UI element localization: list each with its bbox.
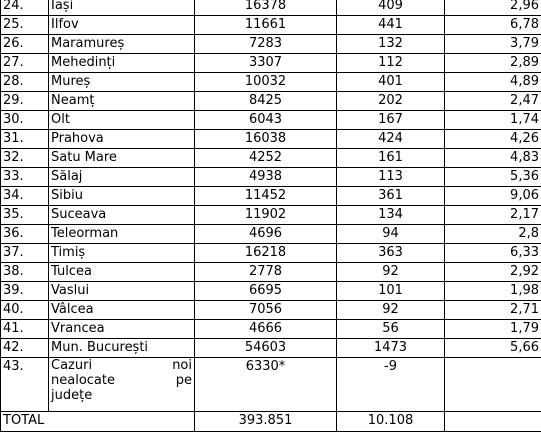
row-number: 41.	[1, 320, 49, 339]
row-number: 39.	[1, 282, 49, 301]
county-name: Mureș	[49, 73, 195, 92]
table-row	[1, 54, 541, 73]
table-row	[1, 301, 541, 320]
cases-cell: 7283	[195, 35, 337, 54]
rate-cell: 2,92	[445, 263, 541, 282]
deaths-cell: 94	[337, 225, 445, 244]
row-number: 38.	[1, 263, 49, 282]
rate-cell: 6,78	[445, 16, 541, 35]
county-name: Satu Mare	[49, 149, 195, 168]
table-row	[1, 149, 541, 168]
rate-cell: 4,26	[445, 130, 541, 149]
row-number: 27.	[1, 54, 49, 73]
deaths-cell: 161	[337, 149, 445, 168]
rate-cell	[445, 358, 541, 412]
table-row-total	[1, 412, 541, 432]
cases-cell: 2778	[195, 263, 337, 282]
table-row	[1, 92, 541, 111]
table-row	[1, 263, 541, 282]
row-number: 43.	[1, 358, 49, 412]
cases-cell: 7056	[195, 301, 337, 320]
deaths-cell: 113	[337, 168, 445, 187]
cases-cell: 16038	[195, 130, 337, 149]
county-name: Suceava	[49, 206, 195, 225]
unallocated-label-line-2: nealocate pe	[51, 373, 192, 388]
county-name: Timiș	[49, 244, 195, 263]
cases-cell: 16378	[195, 0, 337, 16]
cases-cell: 6043	[195, 111, 337, 130]
deaths-cell: 92	[337, 263, 445, 282]
county-name: Mun. București	[49, 339, 195, 358]
row-number: 37.	[1, 244, 49, 263]
row-number: 26.	[1, 35, 49, 54]
rate-cell: 3,79	[445, 35, 541, 54]
deaths-cell: 112	[337, 54, 445, 73]
county-name: Vaslui	[49, 282, 195, 301]
table-row	[1, 187, 541, 206]
county-name: Vrancea	[49, 320, 195, 339]
cases-cell: 4696	[195, 225, 337, 244]
cases-cell: 11452	[195, 187, 337, 206]
rate-cell: 1,79	[445, 320, 541, 339]
deaths-cell: 167	[337, 111, 445, 130]
rate-cell: 1,98	[445, 282, 541, 301]
row-number: 28.	[1, 73, 49, 92]
deaths-cell: 401	[337, 73, 445, 92]
rate-cell: 2,17	[445, 206, 541, 225]
cases-cell: 11661	[195, 16, 337, 35]
county-name: Maramureș	[49, 35, 195, 54]
rate-cell: 1,74	[445, 111, 541, 130]
row-number: 35.	[1, 206, 49, 225]
county-name: Ilfov	[49, 16, 195, 35]
cases-cell: 10032	[195, 73, 337, 92]
cases-cell: 16218	[195, 244, 337, 263]
deaths-cell: -9	[337, 358, 445, 412]
deaths-cell: 202	[337, 92, 445, 111]
table-row	[1, 282, 541, 301]
county-name: Tulcea	[49, 263, 195, 282]
table-row	[1, 225, 541, 244]
cases-cell: 4938	[195, 168, 337, 187]
rate-cell: 6,33	[445, 244, 541, 263]
row-number: 36.	[1, 225, 49, 244]
deaths-cell: 1473	[337, 339, 445, 358]
cases-cell: 6330*	[195, 358, 337, 412]
deaths-cell: 424	[337, 130, 445, 149]
county-name: Mehedinți	[49, 54, 195, 73]
total-deaths: 10.108	[337, 412, 445, 432]
county-name: Iași	[49, 0, 195, 16]
county-name-unallocated	[49, 358, 195, 412]
cases-cell: 6695	[195, 282, 337, 301]
table-row	[1, 320, 541, 339]
row-number: 29.	[1, 92, 49, 111]
row-number: 31.	[1, 130, 49, 149]
deaths-cell: 132	[337, 35, 445, 54]
rate-cell: 5,36	[445, 168, 541, 187]
deaths-cell: 56	[337, 320, 445, 339]
table-row	[1, 206, 541, 225]
table-row-unallocated	[1, 358, 541, 412]
rate-cell: 2,89	[445, 54, 541, 73]
rate-cell: 2,8	[445, 225, 541, 244]
total-rate	[445, 412, 541, 432]
rate-cell: 9,06	[445, 187, 541, 206]
cases-cell: 8425	[195, 92, 337, 111]
deaths-cell: 361	[337, 187, 445, 206]
rate-cell: 2,47	[445, 92, 541, 111]
row-number: 42.	[1, 339, 49, 358]
county-name: Teleorman	[49, 225, 195, 244]
row-number: 34.	[1, 187, 49, 206]
row-number: 24.	[1, 0, 49, 16]
table-row	[1, 111, 541, 130]
table-row	[1, 130, 541, 149]
row-number: 33.	[1, 168, 49, 187]
county-name: Sibiu	[49, 187, 195, 206]
county-name: Prahova	[49, 130, 195, 149]
deaths-cell: 134	[337, 206, 445, 225]
cases-cell: 4666	[195, 320, 337, 339]
total-label: TOTAL	[1, 412, 195, 432]
cases-cell: 4252	[195, 149, 337, 168]
deaths-cell: 363	[337, 244, 445, 263]
rate-cell: 2,96	[445, 0, 541, 16]
total-cases: 393.851	[195, 412, 337, 432]
deaths-cell: 101	[337, 282, 445, 301]
table-row	[1, 244, 541, 263]
row-number: 32.	[1, 149, 49, 168]
rate-cell: 4,89	[445, 73, 541, 92]
deaths-cell: 92	[337, 301, 445, 320]
deaths-cell: 409	[337, 0, 445, 16]
row-number: 30.	[1, 111, 49, 130]
unallocated-label-line-3: județe	[51, 388, 93, 403]
table-row	[1, 339, 541, 358]
row-number: 40.	[1, 301, 49, 320]
rate-cell: 2,71	[445, 301, 541, 320]
table-row	[1, 35, 541, 54]
table-row	[1, 0, 541, 16]
cases-cell: 3307	[195, 54, 337, 73]
table-body	[1, 0, 541, 432]
rate-cell: 5,66	[445, 339, 541, 358]
rate-cell: 4,83	[445, 149, 541, 168]
table-row	[1, 73, 541, 92]
deaths-cell: 441	[337, 16, 445, 35]
county-name: Neamț	[49, 92, 195, 111]
row-number: 25.	[1, 16, 49, 35]
table-row	[1, 16, 541, 35]
cases-cell: 54603	[195, 339, 337, 358]
county-name: Vâlcea	[49, 301, 195, 320]
county-name: Sălaj	[49, 168, 195, 187]
table-row	[1, 168, 541, 187]
cases-cell: 11902	[195, 206, 337, 225]
unallocated-label-line-1: Cazuri noi	[51, 358, 192, 373]
county-name: Olt	[49, 111, 195, 130]
